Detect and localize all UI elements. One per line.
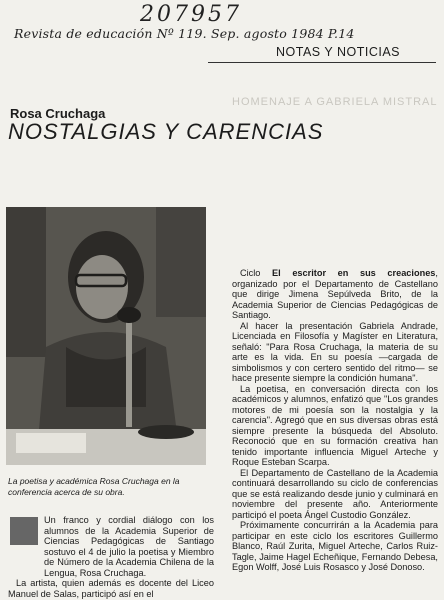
- article-photo: [6, 207, 206, 465]
- article-column-left: [8, 515, 214, 599]
- header-rule: [208, 62, 436, 63]
- paragraph-lead: Ciclo: [240, 268, 261, 278]
- photo-illustration: [6, 207, 206, 465]
- bleed-through-text: HOMENAJE A GABRIELA MISTRAL: [232, 96, 438, 108]
- paragraph-text: , organizado por el Departamento de Castellano que dirige Jimena Sepúlveda Brito, de la Academia Superior de Ciencias Pedagógicas de Santiago.: [232, 268, 438, 320]
- handwritten-citation: Revista de educación Nº 119. Sep. agosto 1984 P.14: [14, 26, 355, 41]
- paragraph: La artista, quien además es docente del Liceo Manuel de Salas, participó así en el: [8, 578, 214, 599]
- paragraph: La poetisa, en conversación directa con los académicos y alumnos, enfatizó que "Los grandes motores de mi poesía son la nostalgia y la carencia". Agregó que en sus diversas obras está siempre presente la búsqueda del Absoluto. Reconoció que en su formación creativa han tenido importante influencia Miguel Arteche y Roque Esteban Scarpa.: [232, 383, 438, 467]
- section-label: NOTAS Y NOTICIAS: [276, 45, 400, 59]
- cycle-title: El escritor en sus creaciones: [272, 268, 436, 278]
- article-author: Rosa Cruchaga: [10, 106, 106, 121]
- photo-caption: La poetisa y académica Rosa Cruchaga en la conferencia acerca de su obra.: [8, 476, 180, 497]
- article-title: NOSTALGIAS Y CARENCIAS: [8, 119, 324, 144]
- paragraph: [232, 268, 438, 321]
- paragraph: Un franco y cordial diálogo con los alumnos de la Academia Superior de Ciencias Pedagógicas de Santiago sostuvo el 4 de julio la poetisa y Miembro de Número de la Academia Chilena de la Lengua, Rosa Cruchaga.: [44, 515, 214, 578]
- handwritten-catalog-number: 207957: [140, 2, 242, 27]
- paragraph: El Departamento de Castellano de la Academia continuará desarrollando su ciclo de conferencias que se está realizando desde junio y culminará en noviembre del presente año. Anteriormente participó el poeta Ángel Custodio González.: [232, 467, 438, 520]
- paragraph: Próximamente concurrirán a la Academia para participar en este ciclo los escritores Guillermo Blanco, Raúl Zurita, Miguel Arteche, Carlos Ruiz-Tagle, Jaime Hagel Echeñique, Fernando Debesa, Egon Wolff, José Luis Rosasco y José Donoso.: [232, 520, 438, 572]
- article-column-right: [232, 268, 438, 573]
- paragraph: Al hacer la presentación Gabriela Andrade, Licenciada en Filosofía y Magíster en Literatura, señaló: "Para Rosa Cruchaga, la materia de su arte es la vida. En su poesía —cargada de simbolismos y con certero sentido del ritmo— se hace presente siempre la condición humana".: [232, 320, 438, 383]
